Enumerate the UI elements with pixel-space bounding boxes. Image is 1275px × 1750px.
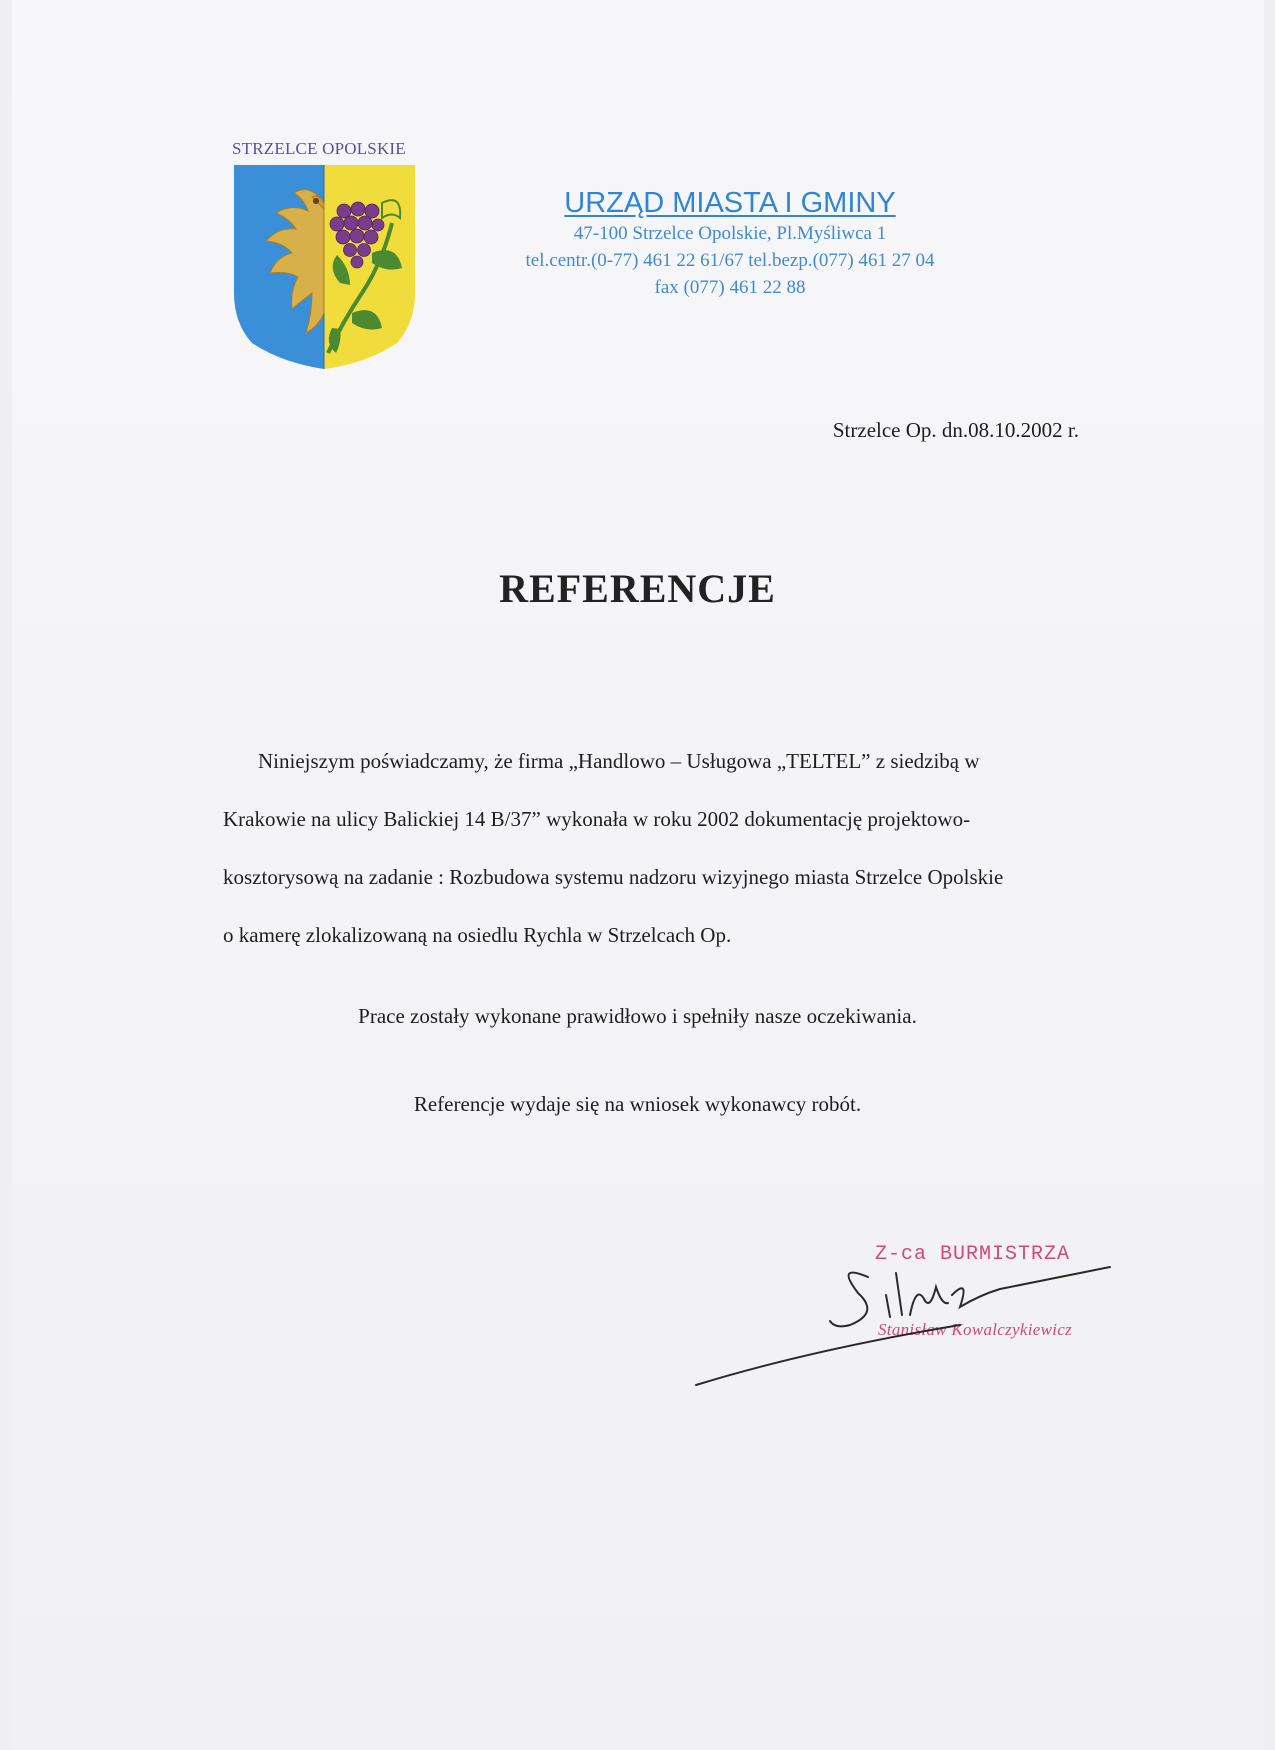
crest-caption: STRZELCE OPOLSKIE <box>232 139 406 158</box>
stamp-name: Stanisław Kowalczykiewicz <box>878 1320 1073 1339</box>
closing-line-issued: Referencje wydaje się na wniosek wykonawcy robót. <box>413 1092 862 1116</box>
paragraph-line: o kamerę zlokalizowaną na osiedlu Rychla w Strzelcach Op. <box>223 923 732 947</box>
letterhead <box>470 186 990 301</box>
organization-name: URZĄD MIASTA I GMINY <box>564 187 896 219</box>
document-date: Strzelce Op. dn.08.10.2002 r. <box>832 418 1079 442</box>
address-line: 47-100 Strzelce Opolskie, Pl.Myśliwca 1 <box>573 223 887 244</box>
paragraph-line: kosztorysową na zadanie : Rozbudowa systemu nadzoru wizyjnego miasta Strzelce Opolskie <box>223 865 1004 889</box>
reference-paragraph <box>223 732 1143 964</box>
stamp-title: Z-ca BURMISTRZA <box>875 1243 1071 1266</box>
fax-line: fax (077) 461 22 88 <box>654 277 806 298</box>
closing-line-work-done: Prace zostały wykonane prawidłowo i spełniły nasze oczekiwania. <box>358 1004 917 1028</box>
coat-of-arms-icon <box>232 163 417 373</box>
document-title: REFERENCJE <box>499 566 776 611</box>
paragraph-line: Niniejszym poświadczamy, że firma „Handlowo – Usługowa „TELTEL” z siedzibą w <box>258 749 980 773</box>
phone-line: tel.centr.(0-77) 461 22 61/67 tel.bezp.(077) 461 27 04 <box>525 250 935 271</box>
paragraph-line: Krakowie na ulicy Balickiej 14 B/37” wykonała w roku 2002 dokumentację projektowo- <box>223 807 971 831</box>
handwritten-signature-icon <box>690 1255 1130 1395</box>
